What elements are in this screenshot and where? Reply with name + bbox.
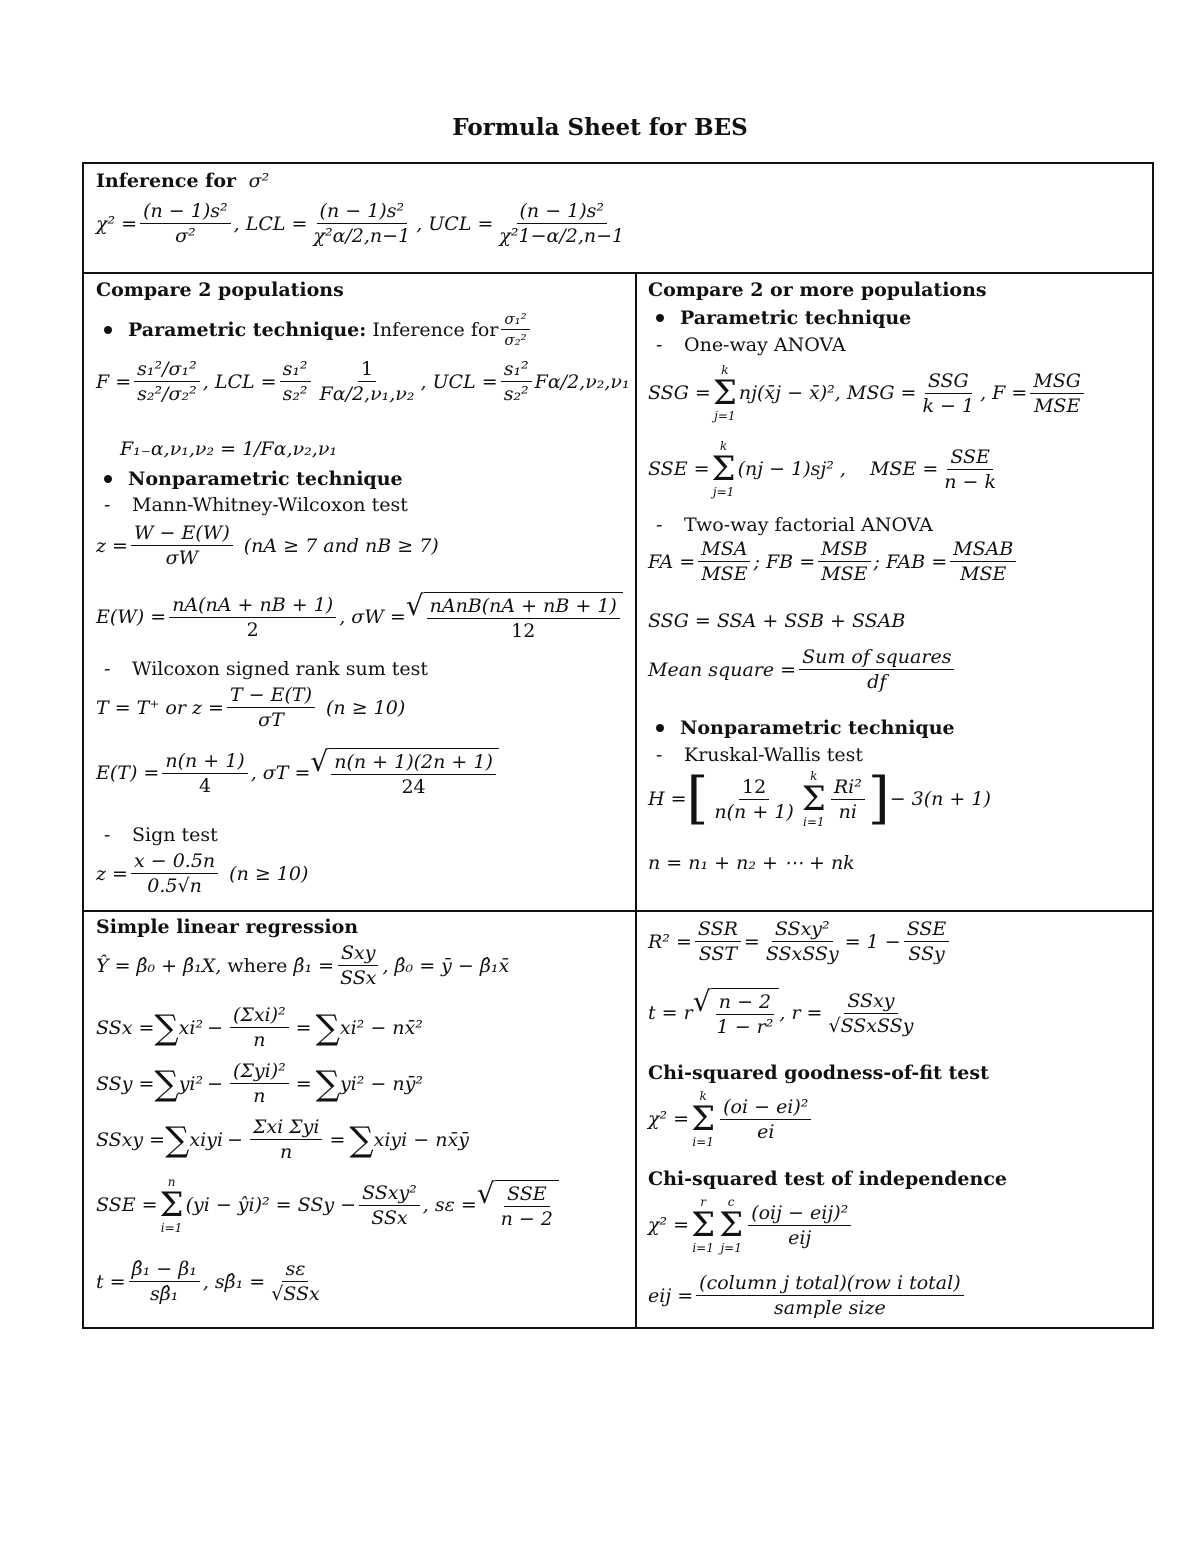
compare2-heading: Compare 2 populations <box>96 279 344 301</box>
gof-formula: χ² = k Σ i=1 $\frac{\text{(oi − ei)²}}{ei}$ <box>648 1090 814 1148</box>
mean-square-formula: Mean square = $\frac{\text{Sum of squares}}{df}$ <box>648 646 957 693</box>
sign-z-formula: z = $\frac{x - 0.5n}{0.5√n}$ (n ≥ 10) <box>96 850 309 897</box>
kruskal-wallis-label: - Kruskal-Wallis test <box>656 744 864 766</box>
page-title: Formula Sheet for BES <box>452 114 748 141</box>
bullet-icon <box>104 475 112 483</box>
r-squared-formula: R² = $\frac{\text{SSR}}{\text{SST}}$ = $\frac{\text{SSxy²}}{\text{SSxSSy}}$ = 1 − $\frac{\text{SSE}}{\text{SSy}}$ <box>648 918 952 965</box>
ssxy-formula: SSxy = ∑ xiyi − $\frac{\text{Σxi Σyi}}{n}$ = ∑ xiyi − nx̄ȳ <box>96 1116 469 1163</box>
independence-formula: χ² = r Σ i=1 c Σ j=1 $\frac{\text{(oij − eij)²}}{\text{eij}}$ <box>648 1196 854 1254</box>
twoway-anova-label: - Two-way factorial ANOVA <box>656 514 933 536</box>
independence-heading: Chi-squared test of independence <box>648 1168 1007 1190</box>
bullet-icon <box>656 314 664 322</box>
chi-square-variance-formula: χ² = $\frac{\text{(n − 1)s²}}{\text{σ²}}$ , LCL = $\frac{\text{(n − 1)s²}}{\text{χ²α/2,n−1}}$ , UCL = $\frac{\text{(n − 1)s²}}{\text{χ²1−α/2,n−1}}$ <box>96 200 625 247</box>
kruskal-wallis-formula: H = [ $\frac{12}{n(n + 1)}$ k Σ i=1 $\frac{\text{Ri²}}{ni}$ ] − 3(n + 1) <box>648 766 991 831</box>
kw-nonparametric-item: Nonparametric technique <box>648 717 955 739</box>
sse-anova-formula: SSE = k Σ j=1 (nj − 1)sj² , MSE = $\frac{\text{SSE}}{n - k}$ <box>648 439 997 499</box>
wilcoxon-test-label: - Wilcoxon signed rank sum test <box>104 658 429 680</box>
compare-more-populations-cell <box>637 274 1152 912</box>
simple-linear-regression-cell <box>84 912 637 1327</box>
expected-frequency-formula: eij = $\frac{\text{(column j total)(row i total)}}{\text{sample size}}$ <box>648 1272 967 1319</box>
ssx-formula: SSx = ∑ xi² − $\frac{\text{(Σxi)²}}{n}$ = ∑ xi² − nx̄² <box>96 1004 423 1051</box>
ssg-formula: SSG = k Σ j=1 nj(x̄j − x̄)² , MSG = $\frac{\text{SSG}}{k - 1}$ , F = $\frac{\text{MSG}}{\text{MSE}}$ <box>648 364 1087 422</box>
f-statistic-formula: F = $\frac{\text{s₁²/σ₁²}}{\text{s₂²/σ₂²}}$ , LCL = $\frac{\text{s₁²}}{\text{s₂²}}$ $\frac{1}{\text{Fα/2,ν₁,ν₂}}$ , UCL = $\frac{\text{s₁²}}{\text{s₂²}}$ Fα/2,ν₂,ν₁ <box>96 358 630 405</box>
gof-heading: Chi-squared goodness-of-fit test <box>648 1062 989 1084</box>
correlation-chi-squared-cell <box>637 912 1152 1327</box>
compare-two-populations-cell <box>84 274 637 912</box>
compare2more-heading: Compare 2 or more populations <box>648 279 987 301</box>
wilcoxon-et-formula: E(T) = $\frac{n(n + 1)}{4}$ , σT = √ $\frac{n(n + 1)(2n + 1)}{24}$ <box>96 748 499 798</box>
inference-variance-cell <box>84 164 1152 274</box>
regression-heading: Simple linear regression <box>96 916 359 938</box>
sign-test-label: - Sign test <box>104 824 218 846</box>
f-identity-formula: F₁₋α,ν₁,ν₂ = 1/Fα,ν₂,ν₁ <box>120 438 337 460</box>
kw-total-n-formula: n = n₁ + n₂ + ⋯ + nk <box>648 852 855 874</box>
factorial-f-formula: FA = $\frac{\text{MSA}}{\text{MSE}}$ ; FB = $\frac{\text{MSB}}{\text{MSE}}$ ; FAB = $\frac{\text{MSAB}}{\text{MSE}}$ <box>648 538 1019 585</box>
anova-parametric-item: Parametric technique <box>648 307 911 329</box>
compare2-nonparametric-item: Nonparametric technique <box>96 468 403 490</box>
formula-table <box>82 162 1154 1329</box>
oneway-anova-label: - One-way ANOVA <box>656 334 846 356</box>
sse-regression-formula: SSE = n Σ i=1 (yi − ŷi)² = SSy − $\frac{\text{SSxy²}}{\text{SSx}}$ , sε = √ $\frac{\text{SSE}}{n - 2}$ <box>96 1176 559 1234</box>
regression-line-formula: Ŷ = β̂₀ + β̂₁X, where β̂₁ = $\frac{\text{Sxy}}{\text{SSx}}$ , β̂₀ = ȳ − β̂₁x̄ <box>96 942 510 989</box>
mww-z-formula: z = $\frac{W - E(W)}{\sigma W}$ (nA ≥ 7 and nB ≥ 7) <box>96 522 439 569</box>
mww-ew-formula: E(W) = $\frac{nA(nA + nB + 1)}{2}$ , σW = √ $\frac{\text{nAnB(nA + nB + 1)}}{12}$ <box>96 592 623 642</box>
mww-test-label: - Mann-Whitney-Wilcoxon test <box>104 494 408 516</box>
slope-t-statistic-formula: t = $\frac{\text{β̂₁ − β₁}}{\text{sβ̂₁}}$ , sβ̂₁ = $\frac{s\varepsilon}{\text{√SSx}}$ <box>96 1258 320 1305</box>
ssg-sum-formula: SSG = SSA + SSB + SSAB <box>648 610 906 632</box>
bullet-icon <box>656 724 664 732</box>
correlation-t-formula: t = r √ $\frac{n - 2}{\text{1 − r²}}$ , r = $\frac{\text{SSxy}}{\text{√SSxSSy}}$ <box>648 985 914 1038</box>
compare2-parametric-item: Parametric technique: Inference for $\frac{\text{σ₁²}}{\text{σ₂²}}$ <box>96 310 533 349</box>
ssy-formula: SSy = ∑ yi² − $\frac{\text{(Σyi)²}}{n}$ = ∑ yi² − nȳ² <box>96 1060 423 1107</box>
bullet-icon <box>104 326 112 334</box>
wilcoxon-t-formula: T = T⁺ or z = $\frac{T - E(T)}{\sigma T}$ (n ≥ 10) <box>96 684 406 731</box>
inference-heading: Inference for σ² <box>96 170 270 192</box>
